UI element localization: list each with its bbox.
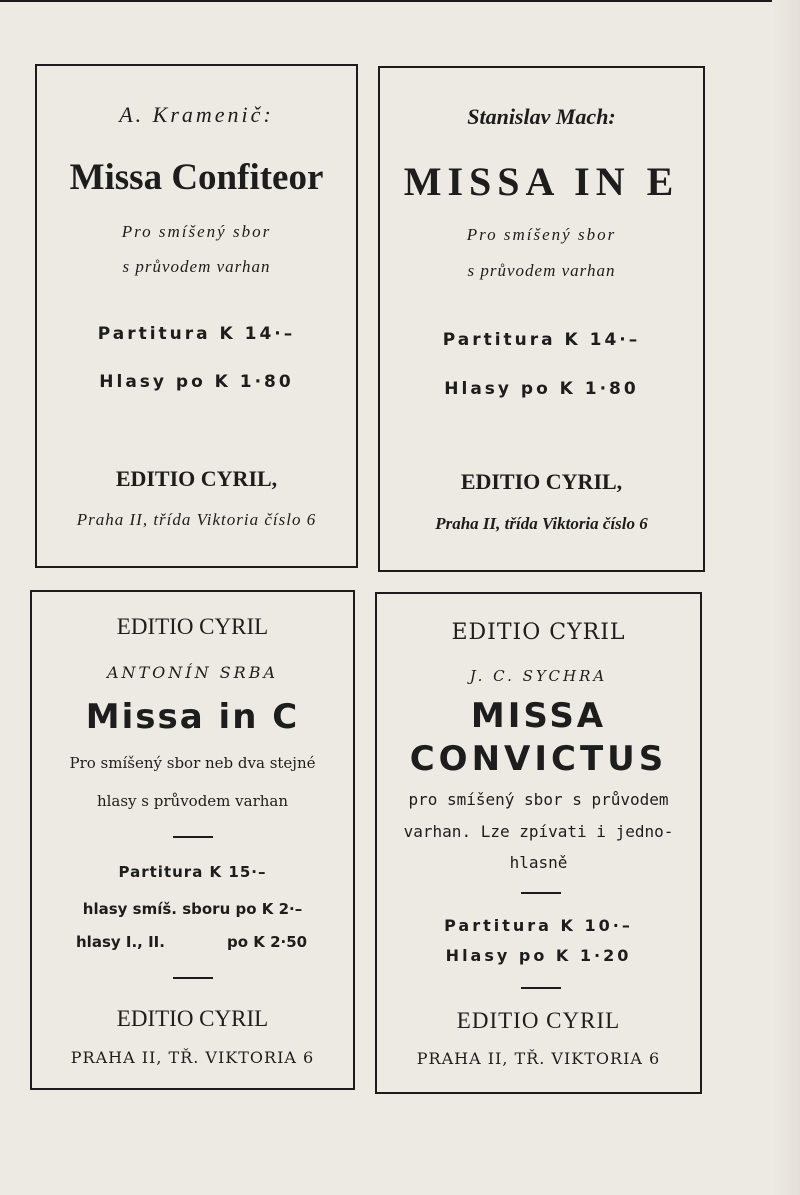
publisher: EDITIO CYRIL,: [460, 469, 623, 494]
title-line-1: MISSA: [470, 696, 607, 736]
title: MISSA IN E: [403, 159, 680, 204]
ad-missa-in-c: [30, 590, 355, 1090]
publisher-top: EDITIO CYRIL: [451, 620, 626, 645]
publisher: EDITIO CYRIL,: [115, 466, 278, 491]
price-score: Partitura K 14·–: [97, 324, 296, 344]
ad-missa-confiteor: [35, 64, 358, 568]
ad-missa-in-e: [378, 66, 705, 572]
subtitle-line-2: s průvodem varhan: [467, 261, 616, 280]
divider: [173, 977, 213, 979]
address: PRAHA II, TŘ. VIKTORIA 6: [416, 1049, 661, 1068]
price-parts-label: hlasy I., II.: [76, 933, 165, 951]
price-parts-value: po K 2·50: [227, 933, 308, 951]
price-parts: Hlasy po K 1·20: [445, 946, 632, 965]
title: Missa Confiteor: [69, 157, 324, 198]
price-parts: Hlasy po K 1·80: [444, 379, 639, 399]
description-line-2: varhan. Lze zpívati i jedno-: [403, 822, 674, 841]
description-line-1: Pro smíšený sbor neb dva stejné: [69, 754, 316, 772]
description-line-3: hlasně: [509, 853, 568, 872]
publisher-bottom: EDITIO CYRIL: [116, 1006, 269, 1031]
divider: [521, 892, 561, 894]
address: Praha II, třída Viktoria číslo 6: [76, 510, 317, 529]
price-score: Partitura K 14·–: [442, 330, 641, 350]
composer: ANTONÍN SRBA: [106, 663, 279, 682]
address: Praha II, třída Viktoria číslo 6: [435, 514, 648, 533]
divider: [173, 836, 213, 838]
composer: A. Kramenič:: [119, 102, 274, 127]
subtitle-line-1: Pro smíšený sbor: [121, 222, 272, 241]
publisher-top: EDITIO CYRIL: [116, 614, 269, 639]
address: PRAHA II, TŘ. VIKTORIA 6: [70, 1048, 315, 1067]
page-top-edge: [0, 0, 800, 2]
price-score: Partitura K 15·–: [118, 863, 267, 881]
price-score: Partitura K 10·–: [444, 916, 633, 935]
composer: Stanislav Mach:: [467, 104, 616, 129]
composer: J. C. SYCHRA: [469, 667, 608, 685]
page-right-shadow: [772, 0, 800, 1195]
subtitle-line-2: s průvodem varhan: [122, 257, 271, 276]
description-line-1: pro smíšený sbor s průvodem: [408, 790, 669, 809]
publisher-bottom: EDITIO CYRIL: [456, 1008, 621, 1033]
subtitle-line-1: Pro smíšený sbor: [466, 225, 617, 244]
price-parts: Hlasy po K 1·80: [99, 372, 294, 392]
title-line-2: CONVICTUS: [409, 739, 668, 779]
description-line-2: hlasy s průvodem varhan: [96, 792, 289, 810]
price-mixed-choir-parts: hlasy smíš. sboru po K 2·–: [82, 900, 303, 918]
ad-missa-convictus: [375, 592, 702, 1094]
title: Missa in C: [85, 697, 300, 737]
divider: [521, 987, 561, 989]
